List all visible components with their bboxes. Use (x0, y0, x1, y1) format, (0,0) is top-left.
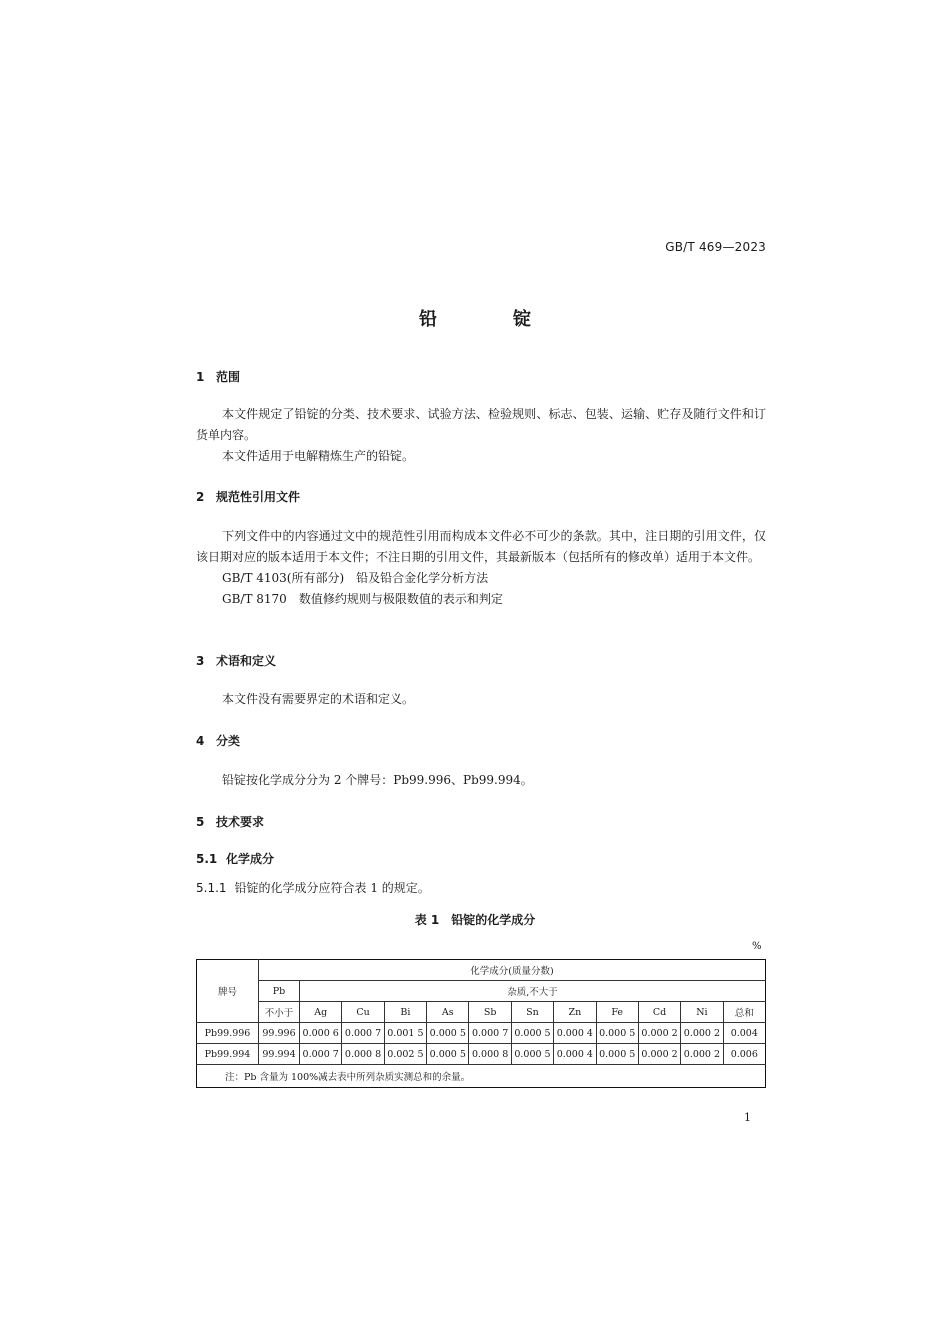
table-unit: % (752, 941, 762, 952)
section-number: 3 (196, 654, 205, 668)
element-header: Ag (300, 1002, 342, 1023)
section-2-body (196, 526, 766, 610)
chemical-composition-table (196, 959, 766, 1088)
value-cell: 0.000 7 (342, 1023, 384, 1044)
value-cell: 0.000 6 (300, 1023, 342, 1044)
value-cell: 0.000 5 (596, 1044, 638, 1065)
section-title: 技术要求 (216, 815, 265, 829)
subsection-title: 化学成分 (226, 852, 275, 866)
value-cell: 0.000 7 (469, 1023, 511, 1044)
value-cell: 0.000 2 (638, 1023, 680, 1044)
value-cell: 0.000 5 (511, 1023, 553, 1044)
section-1-body (196, 404, 766, 467)
reference-code: GB/T 8170 (222, 592, 287, 606)
clause-number: 5.1.1 (196, 881, 227, 895)
composition-header: 化学成分(质量分数) (259, 960, 766, 981)
element-header: Fe (596, 1002, 638, 1023)
element-header: 总和 (723, 1002, 765, 1023)
section-number: 1 (196, 370, 205, 384)
value-cell: 0.000 7 (300, 1044, 342, 1065)
table-row (197, 1023, 766, 1044)
grade-cell: Pb99.996 (197, 1023, 259, 1044)
section-5-heading (196, 813, 766, 831)
normative-reference (196, 568, 766, 589)
paragraph: 铅锭按化学成分分为 2 个牌号：Pb99.996、Pb99.994。 (222, 773, 533, 787)
section-4-heading (196, 732, 766, 750)
paragraph: 本文件规定了铅锭的分类、技术要求、试验方法、检验规则、标志、包装、运输、贮存及随行文件和订货单内容。 (196, 407, 766, 442)
total-cell: 0.004 (723, 1023, 765, 1044)
value-cell: 0.000 5 (596, 1023, 638, 1044)
grade-cell: Pb99.994 (197, 1044, 259, 1065)
paragraph: 下列文件中的内容通过文中的规范性引用而构成本文件必不可少的条款。其中，注日期的引用文件，仅该日期对应的版本适用于本文件；不注日期的引用文件，其最新版本（包括所有的修改单）适用于本文件。 (196, 529, 766, 564)
clause-5-1-1 (196, 879, 766, 897)
pb-header: Pb (259, 981, 300, 1002)
value-cell: 0.000 8 (469, 1044, 511, 1065)
element-header: Ni (681, 1002, 723, 1023)
value-cell: 0.000 2 (681, 1023, 723, 1044)
pb-cell: 99.996 (259, 1023, 300, 1044)
value-cell: 0.000 5 (427, 1044, 469, 1065)
section-title: 规范性引用文件 (216, 490, 301, 504)
section-3-heading (196, 652, 766, 670)
table-row (197, 1044, 766, 1065)
element-header: Bi (384, 1002, 426, 1023)
table-title: 表 1 铅锭的化学成分 (414, 913, 536, 927)
section-title: 术语和定义 (216, 654, 277, 668)
reference-title: 铅及铅合金化学分析方法 (356, 571, 489, 585)
section-title: 范围 (216, 370, 241, 384)
element-header: As (427, 1002, 469, 1023)
document-code: GB/T 469—2023 (665, 240, 766, 254)
value-cell: 0.000 4 (554, 1023, 596, 1044)
element-header: Sn (511, 1002, 553, 1023)
value-cell: 0.002 5 (384, 1044, 426, 1065)
value-cell: 0.000 2 (681, 1044, 723, 1065)
element-header: Cu (342, 1002, 384, 1023)
grade-header: 牌号 (197, 960, 259, 1023)
element-header: Zn (554, 1002, 596, 1023)
normative-reference (196, 589, 766, 610)
impurity-header: 杂质,不大于 (300, 981, 766, 1002)
min-label: 不小于 (259, 1002, 300, 1023)
page-number: 1 (744, 1111, 751, 1124)
section-2-heading (196, 488, 766, 506)
total-cell: 0.006 (723, 1044, 765, 1065)
section-3-body (196, 689, 766, 710)
clause-text: 铅锭的化学成分应符合表 1 的规定。 (234, 881, 430, 895)
section-number: 4 (196, 734, 205, 748)
value-cell: 0.000 4 (554, 1044, 596, 1065)
pb-cell: 99.994 (259, 1044, 300, 1065)
section-4-body (196, 770, 766, 791)
table-header-row (197, 1002, 766, 1023)
table-note: 注：Pb 含量为 100%减去表中所列杂质实测总和的余量。 (197, 1065, 766, 1088)
value-cell: 0.001 5 (384, 1023, 426, 1044)
subsection-5-1-heading (196, 850, 766, 868)
reference-title: 数值修约规则与极限数值的表示和判定 (298, 592, 503, 606)
table-header-row (197, 960, 766, 981)
value-cell: 0.000 5 (427, 1023, 469, 1044)
element-header: Sb (469, 1002, 511, 1023)
element-header: Cd (638, 1002, 680, 1023)
value-cell: 0.000 8 (342, 1044, 384, 1065)
section-number: 5 (196, 815, 205, 829)
value-cell: 0.000 5 (511, 1044, 553, 1065)
section-number: 2 (196, 490, 205, 504)
value-cell: 0.000 2 (638, 1044, 680, 1065)
paragraph: 本文件没有需要界定的术语和定义。 (222, 692, 415, 706)
document-title: 铅锭 (419, 309, 607, 330)
section-title: 分类 (216, 734, 241, 748)
paragraph: 本文件适用于电解精炼生产的铅锭。 (222, 449, 415, 463)
subsection-number: 5.1 (196, 852, 218, 866)
table-note-row (197, 1065, 766, 1088)
table-header-row (197, 981, 766, 1002)
section-1-heading (196, 368, 766, 386)
reference-code: GB/T 4103(所有部分) (222, 571, 345, 585)
